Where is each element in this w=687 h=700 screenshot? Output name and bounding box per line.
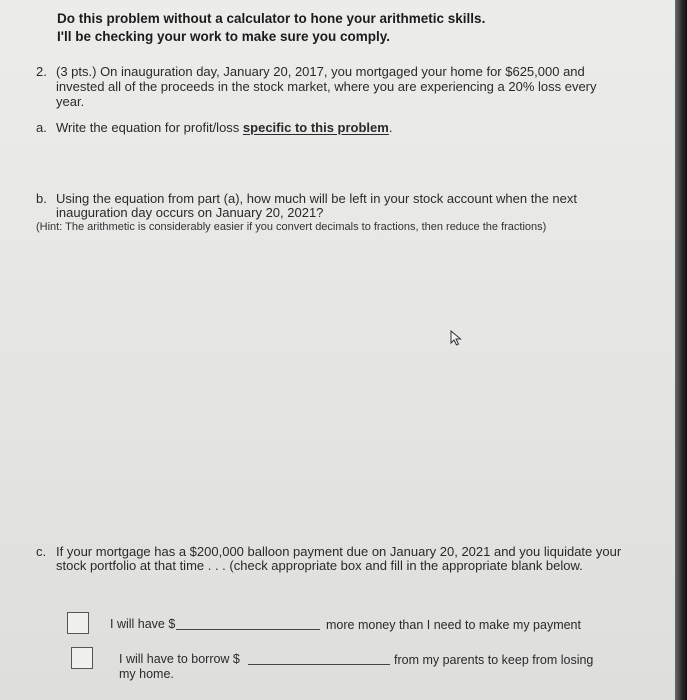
option-1-suffix: more money than I need to make my payment bbox=[326, 618, 581, 632]
mouse-pointer-icon bbox=[450, 330, 464, 346]
option-2-suffix-continued: my home. bbox=[119, 667, 174, 681]
part-b-text: Using the equation from part (a), how much will be left in your stock account when the next inauguration day occurs on January 20, 2021? bbox=[56, 191, 577, 220]
part-c bbox=[36, 545, 626, 573]
part-a-end: . bbox=[388, 120, 393, 135]
part-c-text: If your mortgage has a $200,000 balloon payment due on January 20, 2021 and you liquidate your stock portfolio at that time . . . (check appropriate box and fill in the appropriate blank below. bbox=[56, 544, 622, 573]
problem-number: 2. bbox=[36, 64, 47, 79]
part-a-text: Write the equation for profit/loss bbox=[56, 120, 243, 135]
part-a-letter: a. bbox=[36, 120, 47, 135]
part-c-letter: c. bbox=[36, 544, 47, 559]
part-b bbox=[36, 192, 596, 220]
option-1-blank[interactable] bbox=[176, 629, 320, 630]
part-b-hint: (Hint: The arithmetic is considerably easier if you convert decimals to fractions, then reduce the fractions) bbox=[36, 221, 547, 233]
part-a bbox=[36, 121, 636, 135]
instructions-line-2: I'll be checking your work to make sure you comply. bbox=[57, 29, 391, 44]
instructions-line-1: Do this problem without a calculator to hone your arithmetic skills. bbox=[57, 11, 486, 26]
instructions bbox=[57, 10, 617, 46]
problem-text: (3 pts.) On inauguration day, January 20, 2017, you mortgaged your home for $625,000 and invested all of the proceeds in the stock market, where you are experiencing a 20% loss every year. bbox=[56, 64, 597, 109]
option-1-checkbox[interactable] bbox=[67, 612, 89, 634]
option-2-suffix: from my parents to keep from losing bbox=[394, 653, 594, 667]
part-a-emphasis: specific to this problem bbox=[242, 120, 389, 135]
option-1-prefix: I will have $ bbox=[110, 617, 176, 631]
part-b-letter: b. bbox=[36, 191, 47, 206]
option-2-checkbox[interactable] bbox=[71, 647, 93, 669]
option-2-prefix: I will have to borrow $ bbox=[119, 652, 240, 666]
page-edge-shadow bbox=[675, 0, 687, 700]
problem-2 bbox=[36, 64, 626, 109]
option-2-blank[interactable] bbox=[248, 664, 390, 665]
part-a-question bbox=[56, 121, 636, 135]
